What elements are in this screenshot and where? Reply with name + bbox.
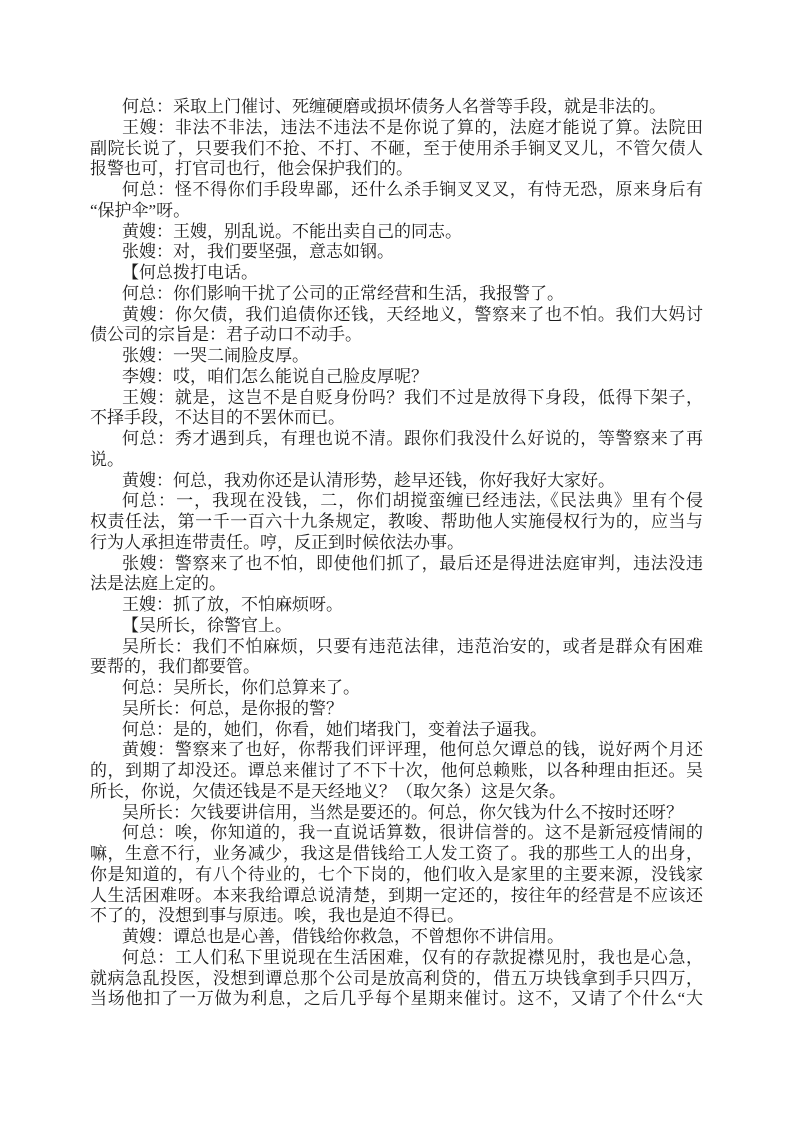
script-paragraph [90, 491, 703, 553]
script-line: “保护伞”呀。 [90, 200, 191, 220]
script-paragraph [90, 803, 703, 824]
script-line: 说。 [90, 449, 124, 469]
script-paragraph [90, 346, 703, 367]
script-line: 吴所长：我们不怕麻烦，只要有违范法律，违范治安的，或者是群众有困难 [122, 636, 703, 656]
script-paragraph [90, 284, 703, 305]
script-line: 张嫂：一哭二闹脸皮厚。 [122, 346, 309, 365]
script-line: 黄嫂：何总，我劝你还是认清形势，趁早还钱，你好我好大家好。 [122, 470, 615, 490]
script-line: 权责任法，第一千一百六十九条规定，教唆、帮助他人实施侵权行为的，应当与 [90, 512, 703, 531]
script-paragraph [90, 263, 703, 284]
script-paragraph [90, 180, 703, 222]
script-line: 【吴所长，徐警官上。 [122, 615, 292, 635]
script-line: 债公司的宗旨是：君子动口不动手。 [90, 325, 362, 345]
script-line: 当场他扣了一万做为利息，之后几乎每个星期来催讨。这不，又请了个什么“大 [90, 989, 703, 1009]
script-text [90, 97, 703, 1010]
script-paragraph [90, 948, 703, 1010]
script-line: 何总：秀才遇到兵，有理也说不清。跟你们我没什么好说的，等警察来了再 [122, 429, 703, 448]
script-line: 何总：怪不得你们手段卑鄙，还什么杀手锏叉叉叉，有恃无恐，原来身后有 [122, 180, 703, 199]
script-paragraph [90, 367, 703, 388]
script-line: 何总：一，我现在没钱，二，你们胡搅蛮缠已经违法,《民法典》里有个侵 [122, 491, 703, 511]
script-paragraph [90, 927, 703, 948]
script-line: 何总：唉，你知道的，我一直说话算数，很讲信誉的。这不是新冠疫情闹的 [122, 823, 703, 843]
script-line: 副院长说了，只要我们不抢、不打、不砸，至于使用杀手锏叉叉儿，不管欠债人 [90, 138, 703, 158]
script-line: 何总：是的，她们，你看，她们堵我门，变着法子逼我。 [122, 719, 547, 739]
script-paragraph [90, 720, 703, 741]
script-line: 的，到期了却没还。谭总来催讨了不下十次，他何总赖账，以各种理由拒还。吴 [90, 761, 703, 780]
script-paragraph [90, 616, 703, 637]
script-line: 张嫂：警察来了也不怕，即使他们抓了，最后还是得进法庭审判，违法没违 [122, 553, 703, 573]
script-paragraph [90, 554, 703, 596]
script-line: 黄嫂：谭总也是心善，借钱给你救急，不曾想你不讲信用。 [122, 927, 564, 946]
script-line: 【何总拨打电话。 [122, 263, 258, 282]
script-paragraph [90, 823, 703, 927]
script-line: 黄嫂：王嫂，别乱说。不能出卖自己的同志。 [122, 221, 462, 241]
script-line: 何总：采取上门催讨、死缠硬磨或损坏债务人名誉等手段，就是非法的。 [122, 97, 666, 116]
script-paragraph [90, 595, 703, 616]
script-line: 人生活困难呀。本来我给谭总说清楚，到期一定还的，按往年的经营是不应该还 [90, 885, 703, 905]
script-paragraph [90, 118, 703, 180]
script-paragraph [90, 97, 703, 118]
script-line: 黄嫂：警察来了也好，你帮我们评评理，他何总欠谭总的钱，说好两个月还 [122, 740, 703, 760]
script-line: 嘛，生意不行，业务减少，我这是借钱给工人发工资了。我的那些工人的出身， [90, 844, 703, 863]
script-line: 不了的，没想到事与原违。唉，我也是迫不得已。 [90, 906, 464, 926]
script-line: 张嫂：对，我们要坚强，意志如钢。 [122, 242, 394, 262]
script-paragraph [90, 740, 703, 802]
script-line: 报警也可，打官司也行，他会保护我们的。 [90, 159, 413, 179]
script-line: 何总：吴所长，你们总算来了。 [122, 678, 360, 697]
script-line: 就病急乱投医，没想到谭总那个公司是放高利贷的，借五万块钱拿到手只四万， [90, 968, 703, 988]
script-line: 你是知道的，有八个待业的，七个下岗的，他们收入是家里的主要来源，没钱家 [90, 864, 703, 884]
script-line: 要帮的，我们都要管。 [90, 657, 260, 677]
script-line: 何总：工人们私下里说现在生活困难，仅有的存款捉襟见肘，我也是心急， [122, 947, 703, 967]
script-paragraph [90, 637, 703, 679]
script-line: 所长，你说，欠债还钱是不是天经地义？（取欠条）这是欠条。 [90, 781, 566, 801]
script-line: 不择手段，不达目的不罢休而已。 [90, 408, 345, 428]
script-paragraph [90, 242, 703, 263]
script-line: 行为人承担连带责任。哼，反正到时候依法办事。 [90, 532, 464, 552]
script-paragraph [90, 388, 703, 430]
script-paragraph [90, 471, 703, 492]
script-line: 王嫂：非法不非法，违法不违法不是你说了算的，法庭才能说了算。法院田 [122, 117, 703, 137]
script-line: 李嫂：哎，咱们怎么能说自己脸皮厚呢？ [122, 366, 428, 386]
script-line: 何总：你们影响干扰了公司的正常经营和生活，我报警了。 [122, 283, 564, 303]
script-line: 黄嫂：你欠债，我们追债你还钱，天经地义，警察来了也不怕。我们大妈讨 [122, 304, 703, 324]
script-paragraph [90, 429, 703, 471]
script-paragraph [90, 305, 703, 347]
script-line: 吴所长：欠钱要讲信用，当然是要还的。何总，你欠钱为什么不按时还呀？ [122, 802, 683, 822]
script-paragraph [90, 678, 703, 699]
script-line: 王嫂：就是，这岂不是自贬身份吗？我们不过是放得下身段，低得下架子， [122, 387, 703, 407]
script-line: 王嫂：抓了放，不怕麻烦呀。 [122, 595, 343, 614]
script-line: 吴所长：何总，是你报的警？ [122, 698, 343, 718]
script-paragraph [90, 222, 703, 243]
script-paragraph [90, 699, 703, 720]
script-line: 法是法庭上定的。 [90, 574, 226, 594]
